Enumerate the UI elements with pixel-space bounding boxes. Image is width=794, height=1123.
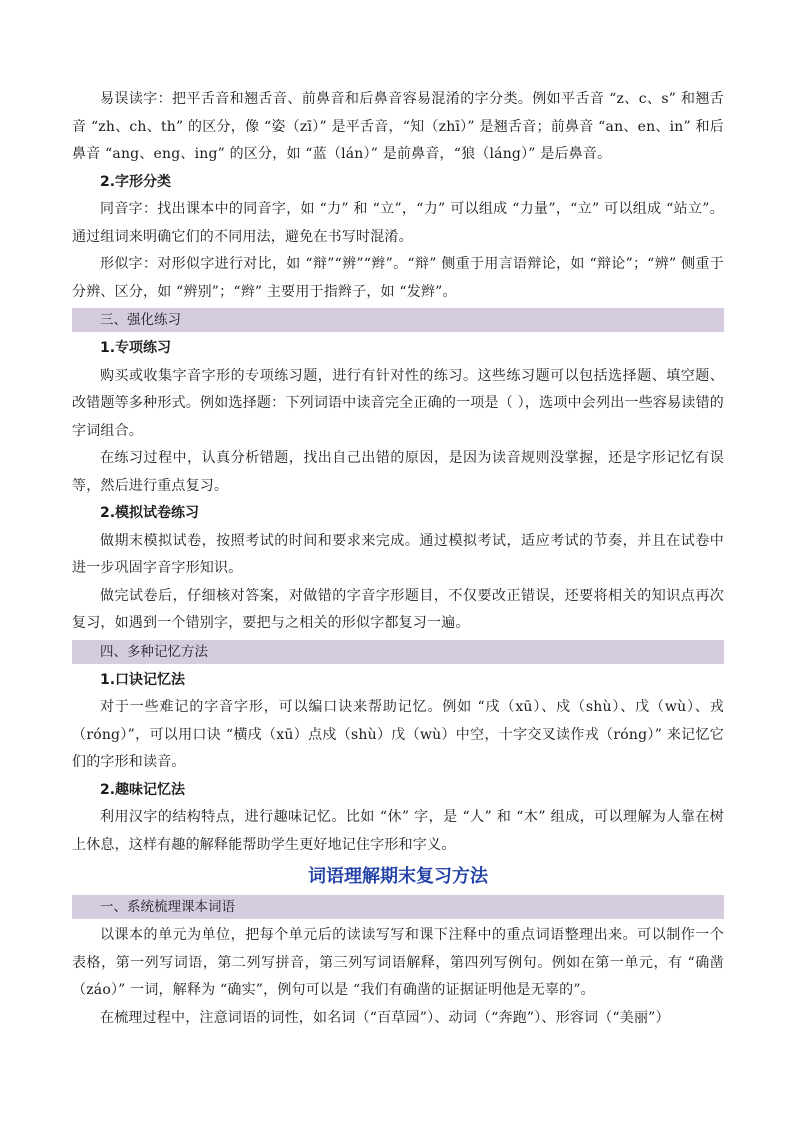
paragraph-yiwu: 易误读字：把平舌音和翘舌音、前鼻音和后鼻音容易混淆的字分类。例如平舌音 “z、c、s” 和翘舌音 “zh、ch、th” 的区分，像 “姿（zī）” 是平舌音，“知（zhī）” 是翘舌音；前鼻音 “an、en、in” 和后鼻音 “ang、eng、ing” 的区分，如 “蓝（lán）” 是前鼻音，“狼（láng）” 是后鼻音。 — [72, 91, 724, 162]
subheading-zhuanxiang: 1.专项练习 — [100, 340, 172, 356]
paragraph-koujue: 对于一些难记的字音字形，可以编口诀来帮助记忆。例如 “戌（xū）、戍（shù）、戊（wù）、戎（róng）”，可以用口诀 “横戌（xū）点戍（shù）戊（wù）中空，十字交叉读作戎（róng）” 来记忆它们的字形和读音。 — [72, 699, 724, 770]
subheading-quwei: 2.趣味记忆法 — [100, 781, 186, 798]
section-band-qianghua: 三、强化练习 — [72, 308, 724, 332]
subheading-koujue: 1.口诀记忆法 — [100, 671, 186, 688]
paragraph-moni-2: 做完试卷后，仔细核对答案，对做错的字音字形题目，不仅要改正错误，还要将相关的知识点再次复习，如遇到一个错别字，要把与之相关的形似字都复习一遍。 — [72, 587, 724, 631]
paragraph-shuli-2: 在梳理过程中，注意词语的词性，如名词（“百草园”）、动词（“奔跑”）、形容词（“美丽”） — [100, 1009, 670, 1026]
paragraph-shuli-1: 以课本的单元为单位，把每个单元后的读读写写和课下注释中的重点词语整理出来。可以制作一个表格，第一列写词语，第二列写拼音，第三列写词语解释，第四列写例句。例如在第一单元，有 “确凿（záo）” 一词，解释为 “确实”，例句可以是 “我们有确凿的证据证明他是无辜的”。 — [72, 927, 724, 998]
paragraph-tongyin: 同音字：找出课本中的同音字，如 “力” 和 “立”，“力” 可以组成 “力量”，“立” 可以组成 “站立”。通过组词来明确它们的不同用法，避免在书写时混淆。 — [72, 201, 724, 245]
subheading-moni: 2.模拟试卷练习 — [100, 505, 200, 521]
paragraph-moni-1: 做期末模拟试卷，按照考试的时间和要求来完成。通过模拟考试，适应考试的节奏，并且在试卷中进一步巩固字音字形知识。 — [72, 532, 724, 576]
section-band-jiyi: 四、多种记忆方法 — [72, 640, 724, 664]
section-band-shuli: 一、系统梳理课本词语 — [72, 895, 724, 919]
section-title: 词语理解期末复习方法 — [308, 866, 488, 887]
paragraph-zhuanxiang-1: 购买或收集字音字形的专项练习题，进行有针对性的练习。这些练习题可以包括选择题、填空题、改错题等多种形式。例如选择题：下列词语中读音完全正确的一项是（ ），选项中会列出一些容易读错的字词组合。 — [72, 367, 724, 439]
paragraph-zhuanxiang-2: 在练习过程中，认真分析错题，找出自己出错的原因，是因为读音规则没掌握，还是字形记忆有误等，然后进行重点复习。 — [72, 450, 724, 494]
paragraph-xingsi: 形似字：对形似字进行对比，如 “辩”“辨”“辫”。“辩” 侧重于用言语辩论，如 “辩论”；“辨” 侧重于分辨、区分，如 “辨别”；“辫” 主要用于指辫子，如 “发辫”。 — [72, 256, 724, 300]
paragraph-quwei: 利用汉字的结构特点，进行趣味记忆。比如 “休” 字，是 “人” 和 “木” 组成，可以理解为人靠在树上休息，这样有趣的解释能帮助学生更好地记住字形和字义。 — [72, 809, 724, 853]
document-page — [72, 86, 724, 1032]
subheading-zixing: 2.字形分类 — [100, 173, 172, 190]
